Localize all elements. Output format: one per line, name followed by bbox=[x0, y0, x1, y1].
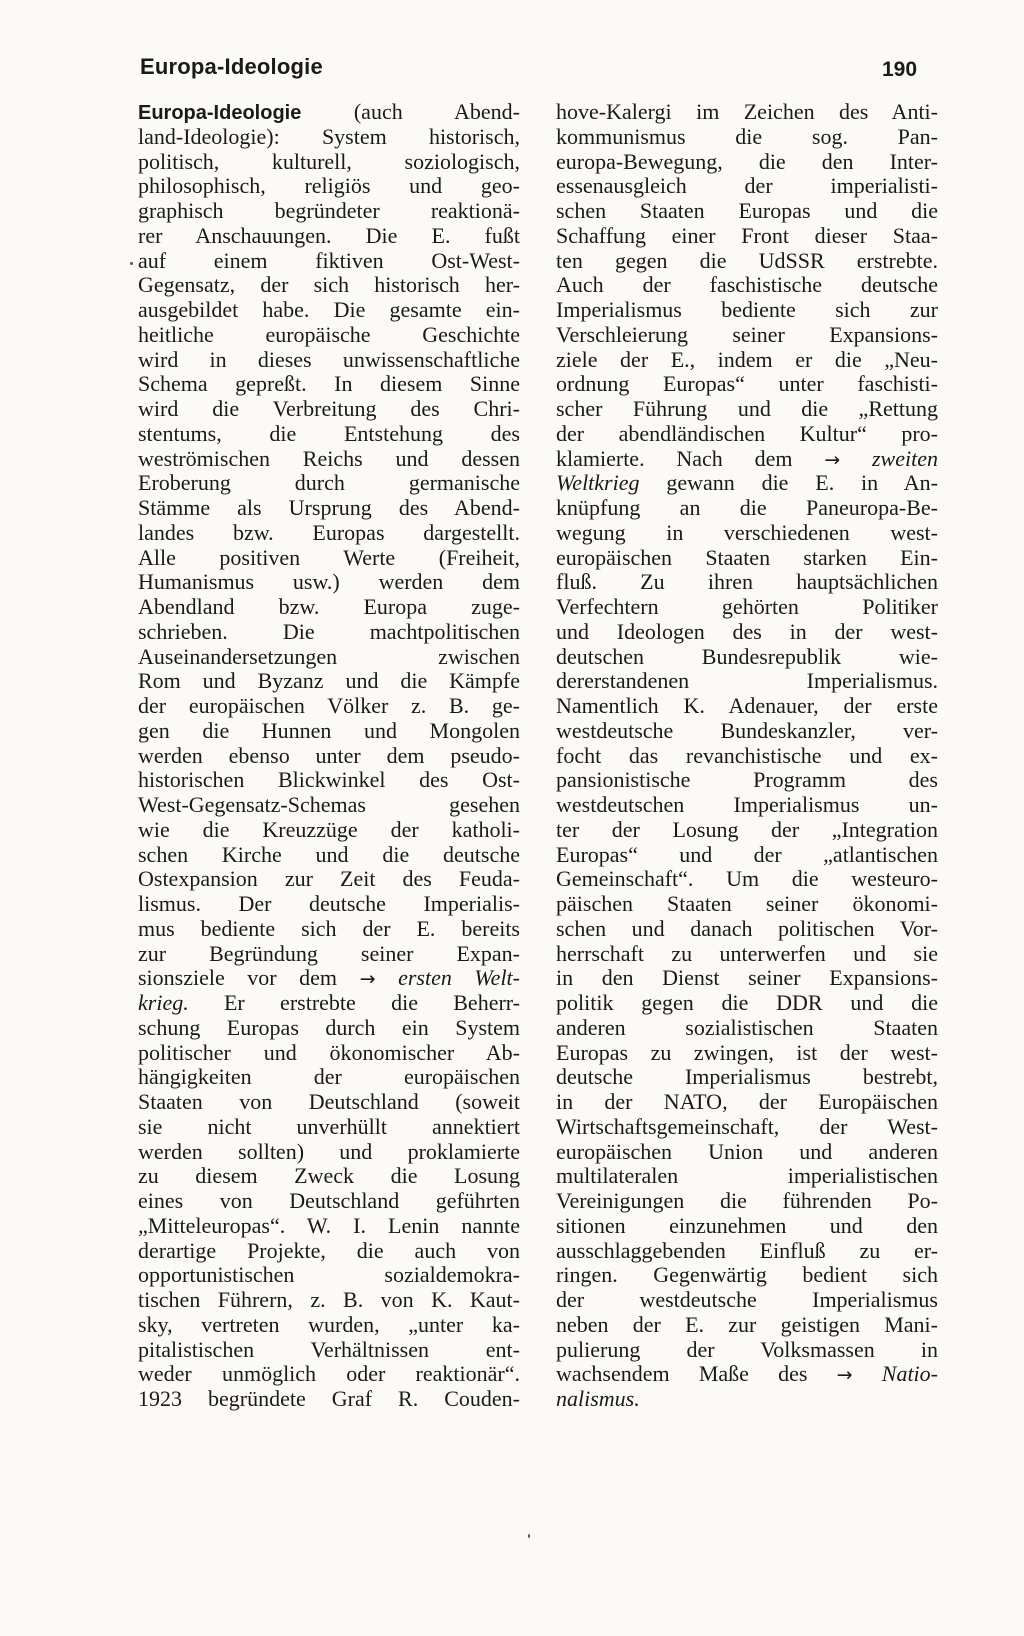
text-line: politisch, kulturell, soziologisch, bbox=[138, 149, 520, 174]
text-line: der abendländischen Kultur“ pro- bbox=[556, 421, 938, 446]
text-line: lismus. Der deutsche Imperialis- bbox=[138, 892, 520, 916]
text-line: deutschen Bundesrepublik wie- bbox=[556, 644, 938, 669]
text-line: scher Führung und die „Rettung bbox=[556, 397, 938, 421]
text-line: pulierung der Volksmassen in bbox=[556, 1337, 938, 1362]
text-line: Weltkrieg gewann die E. in An- bbox=[556, 471, 938, 496]
text-line: sie nicht unverhüllt annektiert bbox=[138, 1114, 520, 1139]
text-line: der westdeutsche Imperialismus bbox=[556, 1288, 938, 1312]
text-line: stentums, die Entstehung des bbox=[138, 421, 520, 446]
text-line: Europas“ und der „atlantischen bbox=[556, 842, 938, 867]
text-line: Gegensatz, der sich historisch her- bbox=[138, 273, 520, 298]
text-line: zur Begründung seiner Expan- bbox=[138, 941, 520, 966]
text-line: Auch der faschistische deutsche bbox=[556, 273, 938, 298]
text-line: schung Europas durch ein System bbox=[138, 1015, 520, 1040]
text-line: anderen sozialistischen Staaten bbox=[556, 1015, 938, 1040]
text-line: Ostexpansion zur Zeit des Feuda- bbox=[138, 867, 520, 892]
text-line: deutsche Imperialismus bestrebt, bbox=[556, 1065, 938, 1090]
text-line: klamierte. Nach dem → zweiten bbox=[556, 446, 938, 471]
text-line: westdeutschen Imperialismus un- bbox=[556, 793, 938, 817]
text-line: multilateralen imperialistischen bbox=[556, 1164, 938, 1189]
text-line: sionsziele vor dem → ersten Welt- bbox=[138, 966, 520, 991]
text-line: weströmischen Reichs und dessen bbox=[138, 446, 520, 471]
text-line: europa-Bewegung, die den Inter- bbox=[556, 149, 938, 174]
text-line: europäischen Union und anderen bbox=[556, 1139, 938, 1164]
text-line: westdeutsche Bundeskanzler, ver- bbox=[556, 718, 938, 743]
text-line: heitliche europäische Geschichte bbox=[138, 322, 520, 347]
text-line: weder unmöglich oder reaktionär“. bbox=[138, 1362, 520, 1387]
entry-lemma: Europa-Ideologie bbox=[138, 102, 302, 124]
text-line: schen Kirche und die deutsche bbox=[138, 842, 520, 867]
text-line: Humanismus usw.) werden dem bbox=[138, 570, 520, 595]
text-line: schrieben. Die machtpolitischen bbox=[138, 619, 520, 644]
text-line: Europas zu zwingen, ist der west- bbox=[556, 1040, 938, 1065]
text-line: Stämme als Ursprung des Abend- bbox=[138, 496, 520, 520]
text-line: fluß. Zu ihren hauptsächlichen bbox=[556, 570, 938, 595]
text-line: in den Dienst seiner Expansions- bbox=[556, 966, 938, 991]
text-line: West-Gegensatz-Schemas gesehen bbox=[138, 793, 520, 817]
text-line: knüpfung an die Paneuropa-Be- bbox=[556, 496, 938, 520]
text-line: werden ebenso unter dem pseudo- bbox=[138, 743, 520, 768]
text-line: herrschaft zu unterwerfen und sie bbox=[556, 941, 938, 966]
text-line: Schema gepreßt. In diesem Sinne bbox=[138, 372, 520, 397]
text-line: 1923 begründete Graf R. Couden- bbox=[138, 1387, 520, 1411]
text-line: ten gegen die UdSSR erstrebte. bbox=[556, 248, 938, 273]
text-line: opportunistischen sozialdemokra- bbox=[138, 1263, 520, 1288]
text-line: ziele der E., indem er die „Neu- bbox=[556, 347, 938, 372]
text-line: hove-Kalergi im Zeichen des Anti- bbox=[556, 100, 938, 124]
text-line: graphisch begründeter reaktionä- bbox=[138, 199, 520, 223]
text-line: pitalistischen Verhältnissen ent- bbox=[138, 1337, 520, 1362]
cross-reference: nalismus. bbox=[556, 1387, 640, 1411]
text-line: pansionistische Programm des bbox=[556, 768, 938, 793]
text-line: historischen Blickwinkel des Ost- bbox=[138, 768, 520, 793]
cross-reference: krieg. bbox=[138, 991, 189, 1015]
text-line: sitionen einzunehmen und den bbox=[556, 1213, 938, 1238]
text-line: dererstandenen Imperialismus. bbox=[556, 669, 938, 694]
running-header-keyword: Europa-Ideologie bbox=[140, 54, 323, 79]
text-line: wachsendem Maße des → Natio- bbox=[556, 1362, 938, 1387]
text-line: Schaffung einer Front dieser Staa- bbox=[556, 223, 938, 248]
text-column-right bbox=[556, 100, 938, 1412]
text-line: politischer und ökonomischer Ab- bbox=[138, 1040, 520, 1065]
text-line: derartige Projekte, die auch von bbox=[138, 1238, 520, 1263]
text-line: tischen Führern, z. B. von K. Kaut- bbox=[138, 1288, 520, 1312]
text-line: Rom und Byzanz und die Kämpfe bbox=[138, 669, 520, 694]
text-line: wird die Verbreitung des Chri- bbox=[138, 397, 520, 421]
cross-reference: Natio- bbox=[881, 1362, 938, 1387]
text-line: gen die Hunnen und Mongolen bbox=[138, 718, 520, 743]
text-line: krieg. Er erstrebte die Beherr- bbox=[138, 991, 520, 1015]
text-line: der europäischen Völker z. B. ge- bbox=[138, 694, 520, 718]
text-line: Verfechtern gehörten Politiker bbox=[556, 595, 938, 619]
page-number: 190 bbox=[882, 58, 918, 81]
cross-reference-arrow-icon: → bbox=[359, 968, 376, 991]
text-line: wie die Kreuzzüge der katholi- bbox=[138, 817, 520, 842]
text-line: werden sollten) und proklamierte bbox=[138, 1139, 520, 1164]
text-line: auf einem fiktiven Ost-West- bbox=[138, 248, 520, 273]
text-line: wird in dieses unwissenschaftliche bbox=[138, 347, 520, 372]
text-line: rer Anschauungen. Die E. fußt bbox=[138, 223, 520, 248]
text-line: neben der E. zur geistigen Mani- bbox=[556, 1312, 938, 1337]
text-line: Wirtschaftsgemeinschaft, der West- bbox=[556, 1114, 938, 1139]
text-line: Europa-Ideologie (auch Abend- bbox=[138, 100, 520, 124]
text-line: Eroberung durch germanische bbox=[138, 471, 520, 496]
text-line: schen Staaten Europas und die bbox=[556, 199, 938, 223]
text-line: focht das revanchistische und ex- bbox=[556, 743, 938, 768]
text-line: „Mitteleuropas“. W. I. Lenin nannte bbox=[138, 1213, 520, 1238]
text-line: Vereinigungen die führenden Po- bbox=[556, 1189, 938, 1213]
text-line: zu diesem Zweck die Losung bbox=[138, 1164, 520, 1189]
text-line: ordnung Europas“ unter faschisti- bbox=[556, 372, 938, 397]
text-line: Staaten von Deutschland (soweit bbox=[138, 1090, 520, 1114]
text-line: politik gegen die DDR und die bbox=[556, 991, 938, 1015]
cross-reference: ersten Welt- bbox=[398, 966, 520, 991]
text-line: ringen. Gegenwärtig bedient sich bbox=[556, 1263, 938, 1288]
text-line: europäischen Staaten starken Ein- bbox=[556, 545, 938, 570]
text-line: wegung in verschiedenen west- bbox=[556, 520, 938, 545]
text-line: mus bediente sich der E. bereits bbox=[138, 916, 520, 941]
text-line: Abendland bzw. Europa zuge- bbox=[138, 595, 520, 619]
text-line: in der NATO, der Europäischen bbox=[556, 1090, 938, 1114]
text-line bbox=[556, 1387, 938, 1412]
scan-speck bbox=[528, 1534, 530, 1538]
text-line: land-Ideologie): System historisch, bbox=[138, 124, 520, 149]
text-line: philosophisch, religiös und geo- bbox=[138, 174, 520, 199]
text-line: ausschlaggebenden Einfluß zu er- bbox=[556, 1238, 938, 1263]
text-line: eines von Deutschland geführten bbox=[138, 1189, 520, 1213]
text-line: schen und danach politischen Vor- bbox=[556, 916, 938, 941]
text-line: Imperialismus bediente sich zur bbox=[556, 298, 938, 322]
text-line: Alle positiven Werte (Freiheit, bbox=[138, 545, 520, 570]
cross-reference-arrow-icon: → bbox=[824, 448, 841, 471]
text-line: hängigkeiten der europäischen bbox=[138, 1065, 520, 1090]
cross-reference: zweiten bbox=[872, 446, 938, 471]
text-line: Gemeinschaft“. Um die westeuro- bbox=[556, 867, 938, 892]
text-line: ter der Losung der „Integration bbox=[556, 817, 938, 842]
text-line: kommunismus die sog. Pan- bbox=[556, 124, 938, 149]
text-line: sky, vertreten wurden, „unter ka- bbox=[138, 1312, 520, 1337]
text-line: Namentlich K. Adenauer, der erste bbox=[556, 694, 938, 718]
text-line: päischen Staaten seiner ökonomi- bbox=[556, 892, 938, 916]
text-line: Verschleierung seiner Expansions- bbox=[556, 322, 938, 347]
text-line: und Ideologen des in der west- bbox=[556, 619, 938, 644]
text-line: essenausgleich der imperialisti- bbox=[556, 174, 938, 199]
scan-speck bbox=[130, 262, 133, 265]
text-line: landes bzw. Europas dargestellt. bbox=[138, 520, 520, 545]
text-line: ausgebildet habe. Die gesamte ein- bbox=[138, 298, 520, 322]
text-column-left bbox=[138, 100, 520, 1412]
cross-reference: Weltkrieg bbox=[556, 471, 640, 496]
cross-reference-arrow-icon: → bbox=[836, 1364, 853, 1387]
text-line: Auseinandersetzungen zwischen bbox=[138, 644, 520, 669]
